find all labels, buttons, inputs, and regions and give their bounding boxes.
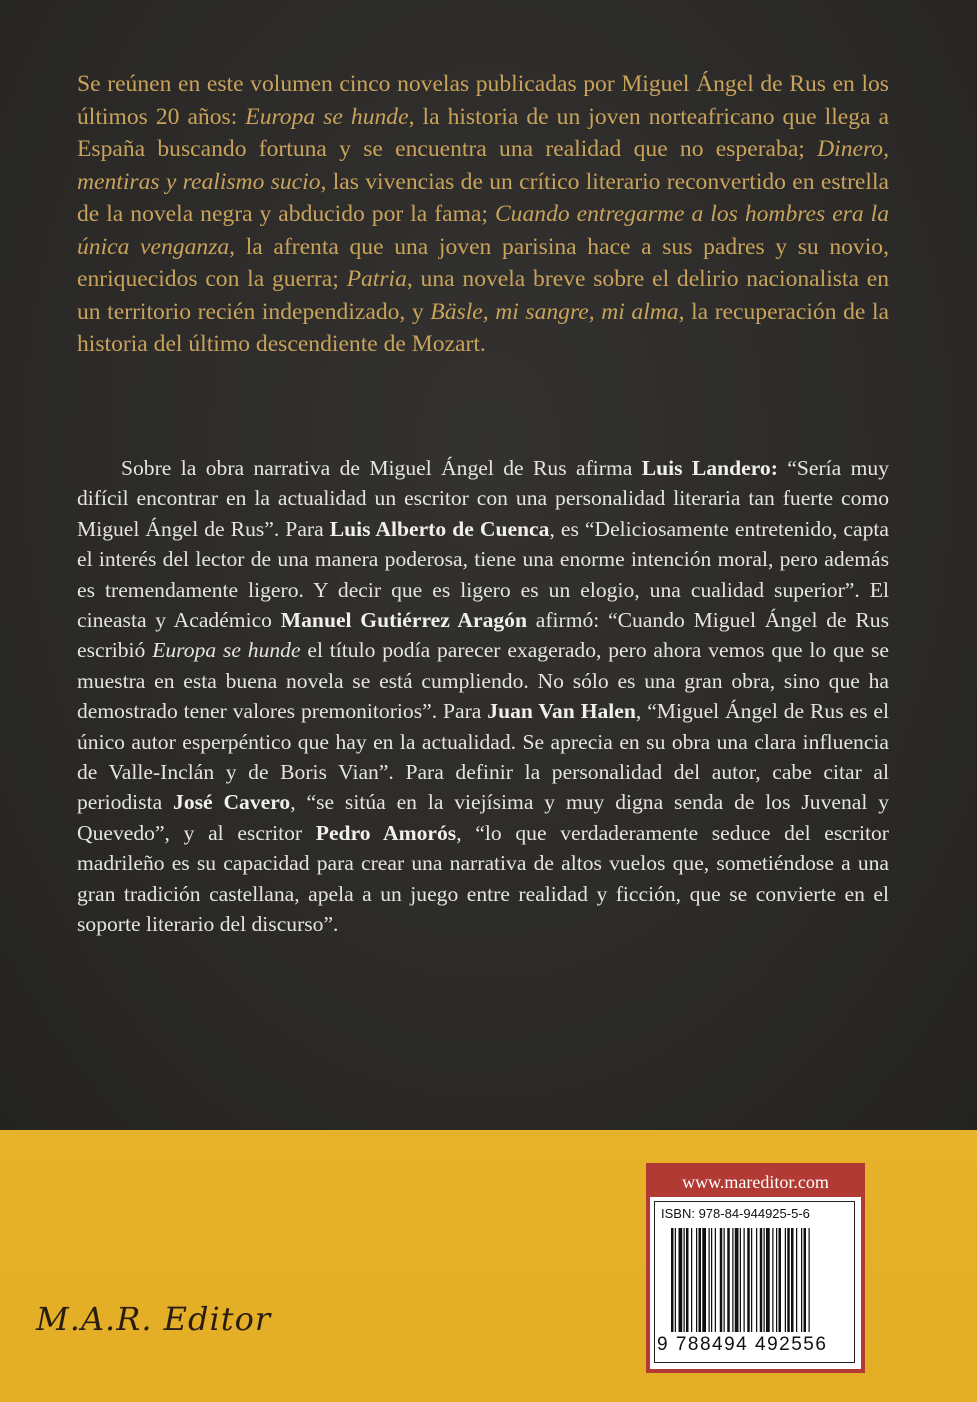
barcode-bar bbox=[756, 1228, 757, 1332]
text-run: , una novela breve sobre el delirio nacionalista en un territorio recién independizado, y bbox=[77, 266, 890, 325]
publisher-logo: M.A.R. Editor bbox=[36, 1300, 272, 1338]
text-run: el título podía parecer exagerado, pero ahora vemos que lo que se muestra en esta buena novela se está cumpliendo. No sólo es una gran obra, sino que ha demostrado tener valores premonitorios”. Para bbox=[77, 638, 889, 724]
barcode-bar bbox=[709, 1228, 710, 1332]
italic-title: Patria bbox=[346, 266, 407, 292]
barcode-bar bbox=[760, 1228, 763, 1332]
barcode-bar bbox=[675, 1228, 676, 1332]
publisher-website[interactable]: www.mareditor.com bbox=[650, 1167, 861, 1197]
italic-title: Europa se hunde bbox=[152, 638, 301, 663]
isbn-block bbox=[654, 1201, 855, 1363]
text-run: , “se sitúa en la viejísima y muy digna senda de los Juvenal y Quevedo”, y al escritor bbox=[77, 790, 889, 845]
barcode-bar bbox=[711, 1228, 712, 1332]
barcode-bar bbox=[764, 1228, 765, 1332]
barcode-digits: 9 788494 492556 bbox=[657, 1334, 828, 1355]
text-run: , la recuperación de la historia del último descendiente de Mozart. bbox=[77, 298, 889, 357]
isbn-number: ISBN: 978-84-944925-5-6 bbox=[661, 1206, 810, 1221]
barcode-bar bbox=[787, 1228, 790, 1332]
barcode-bar bbox=[715, 1228, 716, 1332]
barcode-bar bbox=[785, 1228, 786, 1332]
barcode-bar bbox=[696, 1228, 697, 1332]
barcode-bar bbox=[699, 1228, 702, 1332]
barcode-label bbox=[646, 1163, 865, 1373]
barcode-bar bbox=[772, 1228, 773, 1332]
italic-title: Europa se hunde bbox=[245, 103, 409, 130]
person-name: Pedro Amorós bbox=[315, 820, 457, 845]
text-run: , “lo que verdaderamente seduce del escritor madrileño es su capacidad para crear una narrativa de altos vuelos que, sometiéndose a una gran tradición castellana, apela a un juego entre realidad y ficción, que se convierte en el soporte literario del discurso”. bbox=[77, 820, 889, 937]
text-run: Se reúnen en este volumen cinco novelas publicadas por Miguel Ángel de Rus en los últimos 20 años: bbox=[77, 71, 889, 130]
person-name: Luis Alberto de Cuenca bbox=[329, 516, 550, 541]
text-run: afirmó: “Cuando Miguel Ángel de Rus escribió bbox=[77, 608, 889, 663]
synopsis-paragraph bbox=[77, 68, 889, 361]
person-name: Manuel Gutiérrez Aragón bbox=[280, 608, 527, 633]
barcode-bar bbox=[744, 1228, 745, 1332]
text-run: Sobre la obra narrativa de Miguel Ángel de Rus afirma bbox=[121, 456, 642, 480]
person-name: Luis Landero: bbox=[641, 456, 778, 480]
barcode-bar bbox=[724, 1228, 725, 1332]
person-name: Juan Van Halen bbox=[487, 699, 636, 724]
barcode-bar bbox=[686, 1228, 689, 1332]
barcode-bar bbox=[801, 1228, 802, 1332]
barcode-bar bbox=[796, 1228, 797, 1332]
barcode-bar bbox=[720, 1228, 723, 1332]
text-run: , las vivencias de un crítico literario reconvertido en estrella de la novela negra y abducido por la fama; bbox=[77, 168, 889, 227]
barcode-bar bbox=[776, 1228, 777, 1332]
text-run: , es “Deliciosamente entretenido, capta el interés del lector de una manera poderosa, tiene una enorme intención moral, pero además es tremendamente ligero. Y decir que es ligero es un elogio, una cualidad superior”. El cineasta y Académico bbox=[77, 516, 889, 633]
barcode-bar bbox=[727, 1228, 730, 1332]
reviews-paragraph bbox=[77, 453, 889, 940]
barcode-bar bbox=[684, 1228, 685, 1332]
text-run: “Sería muy difícil encontrar en la actualidad un escritor con una personalidad literaria tan fuerte como Miguel Ángel de Rus”. Para bbox=[77, 456, 890, 541]
barcode-bar bbox=[804, 1228, 807, 1332]
person-name: José Cavero bbox=[173, 790, 291, 815]
barcode-bar bbox=[732, 1228, 733, 1332]
italic-title: Bäsle, mi sangre, mi alma bbox=[430, 298, 679, 325]
barcode-bar bbox=[779, 1228, 782, 1332]
text-run: , la historia de un joven norteafricano que llega a España buscando fortuna y se encuentra una realidad que no esperaba; bbox=[77, 103, 889, 162]
barcode-bar bbox=[679, 1228, 683, 1332]
barcode-bar bbox=[751, 1228, 752, 1332]
barcode-bar bbox=[740, 1228, 741, 1332]
barcode-bar bbox=[671, 1228, 674, 1332]
text-run: , la afrenta que una joven parisina hace a sus padres y su novio, enriquecidos con la guerra; bbox=[77, 233, 889, 292]
barcode-bar bbox=[766, 1228, 770, 1332]
barcode-bar bbox=[735, 1228, 739, 1332]
italic-title: Cuando entregarme a los hombres era la única venganza bbox=[77, 201, 889, 260]
barcode-bar bbox=[791, 1228, 794, 1332]
text-run: , “Miguel Ángel de Rus es el único autor esperpéntico que hay en la actualidad. Se aprecia en su obra una clara influencia de Valle-Inclán y de Boris Vian”. Para definir la personalidad del autor, cabe citar al periodista bbox=[77, 699, 889, 815]
barcode-bar bbox=[691, 1228, 692, 1332]
barcode-bar bbox=[809, 1228, 810, 1332]
italic-title: Dinero, mentiras y realismo sucio bbox=[77, 136, 889, 195]
barcode-bar bbox=[702, 1228, 706, 1332]
barcode-icon bbox=[671, 1228, 843, 1332]
barcode-bar bbox=[747, 1228, 750, 1332]
